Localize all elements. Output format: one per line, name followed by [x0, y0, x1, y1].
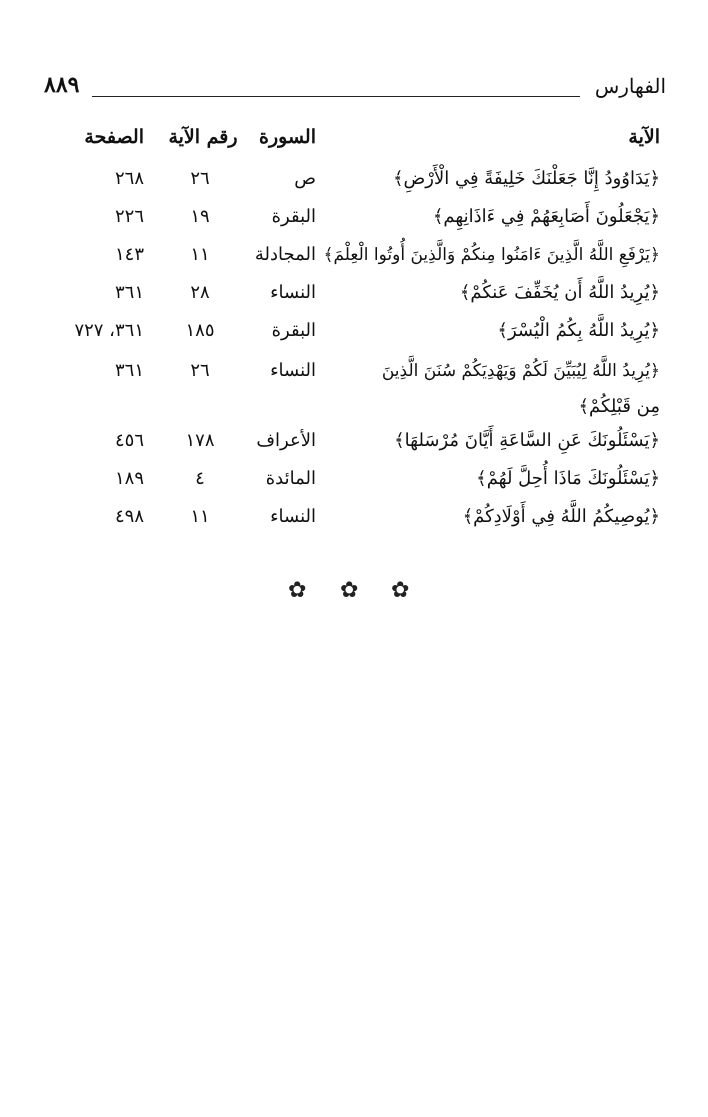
- table-row-ayah: ﴿يُرِيدُ اللَّهُ لِيُبَيِّنَ لَكُمْ وَيَهْدِيَكُمْ سُنَنَ الَّذِينَ: [381, 361, 660, 381]
- table-row-page: ٢٦٨: [114, 168, 144, 189]
- table-row-ayah-number: ١١: [190, 506, 210, 527]
- table-row-surah: ص: [294, 168, 316, 189]
- ornament-flower-icon: ✿: [391, 578, 410, 603]
- table-row-ayah-number: ١١: [190, 244, 210, 265]
- table-row-ayah: ﴿يَسْئَلُونَكَ عَنِ السَّاعَةِ أَيَّانَ مُرْسَلهَا﴾: [394, 430, 660, 451]
- column-header-page: الصفحة: [84, 126, 144, 148]
- table-row-page: ٣٦١: [114, 282, 144, 303]
- table-row-ayah: ﴿يَسْئَلُونَكَ مَاذَا أُحِلَّ لَهُمْ﴾: [476, 468, 660, 489]
- table-row-ayah-number: ٢٨: [190, 282, 210, 303]
- table-row-page: ١٤٣: [114, 244, 144, 265]
- page-number: ٨٨٩: [44, 72, 80, 98]
- table-row-surah: البقرة: [271, 206, 316, 227]
- table-row-surah: الأعراف: [256, 430, 316, 451]
- table-row-surah: النساء: [270, 360, 316, 381]
- table-row-ayah-number: ٢٦: [190, 168, 210, 189]
- table-row-ayah: ﴿يُرِيدُ اللَّهُ أَن يُخَفِّفَ عَنكُمْ﴾: [459, 282, 660, 303]
- table-row-ayah-number: ١٧٨: [185, 430, 215, 451]
- table-row-ayah-continuation: مِن قَبْلِكُمْ﴾: [578, 396, 660, 417]
- table-row-page: ١٨٩: [114, 468, 144, 489]
- table-row-page: ٤٥٦: [114, 430, 144, 451]
- running-header-title: الفهارس: [594, 74, 666, 98]
- ornament-flower-icon: ✿: [288, 578, 307, 603]
- table-row-surah: المائدة: [265, 468, 316, 489]
- ornament-flower-icon: ✿: [340, 578, 359, 603]
- table-row-surah: المجادلة: [254, 244, 316, 265]
- table-row-ayah-number: ٢٦: [190, 360, 210, 381]
- table-row-surah: النساء: [270, 506, 316, 527]
- table-row-page: ٣٦١: [114, 360, 144, 381]
- table-row-surah: البقرة: [271, 320, 316, 341]
- table-row-page: ٣٦١، ٧٢٧: [74, 320, 144, 341]
- table-row-ayah: ﴿يُوصِيكُمُ اللَّهُ فِي أَوْلَادِكُمْ﴾: [462, 506, 660, 527]
- column-header-surah: السورة: [259, 126, 316, 148]
- table-row-ayah: ﴿يَدَاوُودُ إِنَّا جَعَلْنَكَ خَلِيفَةً فِي الْأَرْضِ﴾: [392, 168, 660, 189]
- table-row-ayah: ﴿يَجْعَلُونَ أَصَابِعَهُمْ فِي ءَاذَانِهِم﴾: [432, 206, 660, 227]
- column-header-ayah-number: رقم الآية: [168, 126, 238, 148]
- table-row-ayah-number: ١٩: [190, 206, 210, 227]
- table-row-ayah-number: ١٨٥: [185, 320, 215, 341]
- column-header-ayah: الآية: [628, 126, 660, 148]
- table-row-page: ٢٢٦: [114, 206, 144, 227]
- table-row-ayah-number: ٤: [195, 468, 205, 489]
- table-row-ayah: ﴿يُرِيدُ اللَّهُ بِكُمُ الْيُسْرَ﴾: [497, 320, 660, 341]
- table-row-page: ٤٩٨: [114, 506, 144, 527]
- table-row-surah: النساء: [270, 282, 316, 303]
- table-row-ayah: ﴿يَرْفَعِ اللَّهُ الَّذِينَ ءَامَنُوا مِنكُمْ وَالَّذِينَ أُوتُوا الْعِلْمَ﴾: [323, 245, 660, 265]
